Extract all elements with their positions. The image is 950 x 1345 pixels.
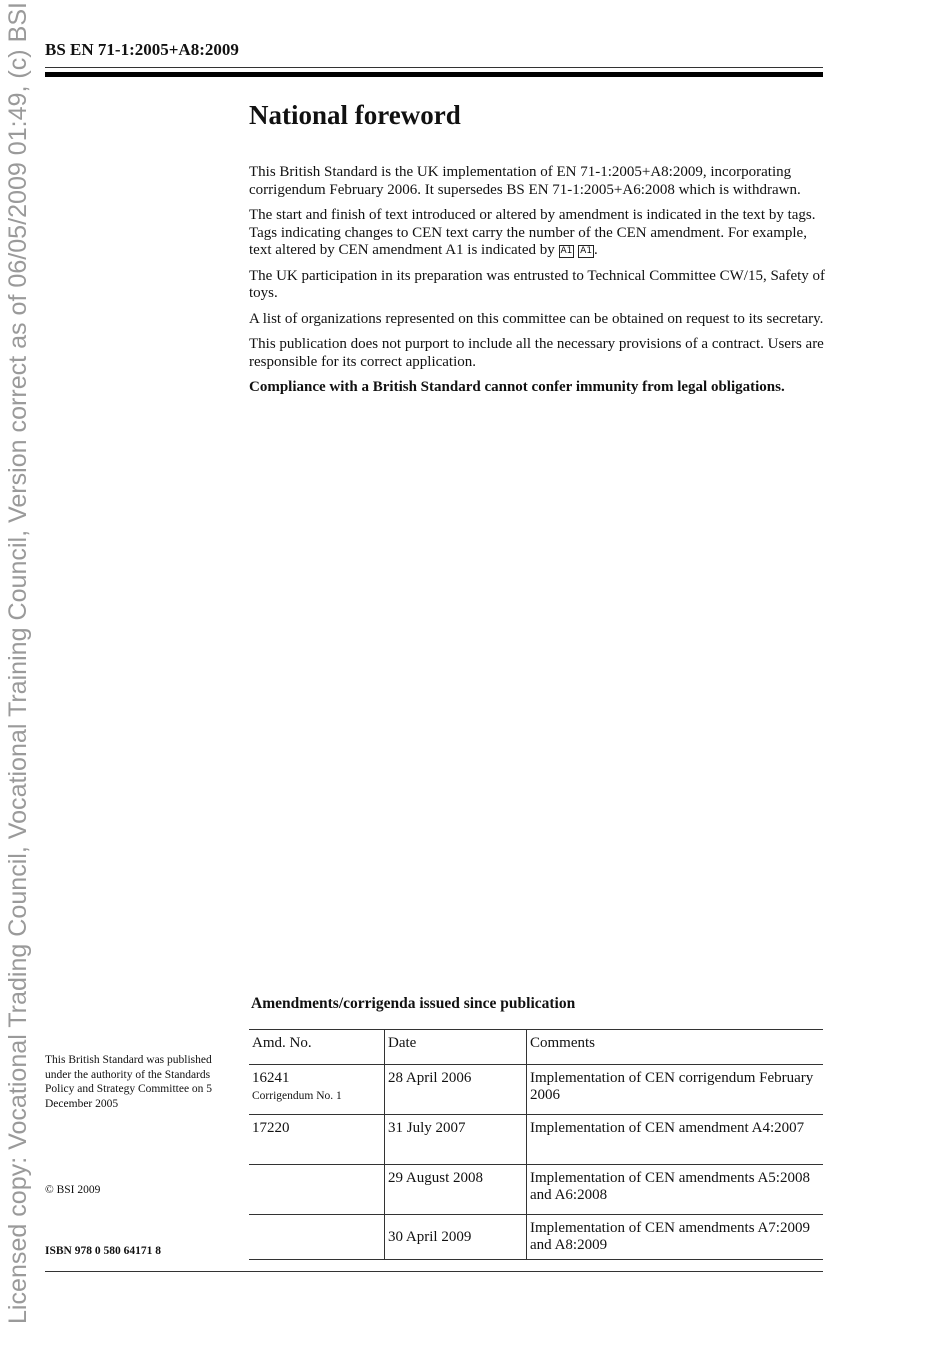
cell-comments: Implementation of CEN corrigendum February 2006 [527, 1065, 824, 1115]
paragraph-compliance: Compliance with a British Standard cannot confer immunity from legal obligations. [249, 379, 785, 395]
cell-date: 29 August 2008 [385, 1165, 527, 1215]
tag-close-icon: A1 [580, 246, 593, 256]
table-row [249, 1165, 823, 1215]
amendments-title: Amendments/corrigenda issued since publication [251, 995, 576, 1012]
paragraph-implementation: This British Standard is the UK implementation of EN 71-1:2005+A8:2009, incorporating corrigendum February 2006. It supersedes BS EN 71-1:2005+A6:2008 which is withdrawn. [249, 164, 801, 198]
isbn: ISBN 978 0 580 64171 8 [45, 1245, 161, 1257]
header-rule-thick [45, 72, 823, 77]
cell-comments: Implementation of CEN amendment A4:2007 [527, 1115, 824, 1165]
paragraph-tags: The start and finish of text introduced or altered by amendment is indicated in the text by tags. Tags indicating changes to CEN text carry the number of the CEN amendment. For example, text altered by CEN amendment A1 is indicated by A1 A1 . [249, 207, 816, 258]
authority-note: This British Standard was published under the authority of the Standards Policy and Strategy Committee on 5 December 2005 [45, 1054, 213, 1110]
table-header-row [249, 1030, 823, 1065]
header-rule-thin [45, 67, 823, 68]
paragraph-disclaimer: This publication does not purport to include all the necessary provisions of a contract. Users are responsible for its correct application. [249, 336, 824, 370]
cell-amd-no: 17220 [249, 1115, 385, 1165]
paragraph-committee: The UK participation in its preparation was entrusted to Technical Committee CW/15, Safety of toys. [249, 267, 826, 301]
foreword-body [249, 164, 827, 405]
document-code: BS EN 71-1:2005+A8:2009 [45, 40, 239, 59]
cell-amd-no [249, 1165, 385, 1215]
paragraph-tags-text: The start and finish of text introduced or altered by amendment is indicated in the text by tags. Tags indicating changes to CEN text carry the number of the CEN amendment. For example, text altered by CEN amendment A1 is indicated by [249, 207, 816, 258]
cell-date: 31 July 2007 [385, 1115, 527, 1165]
footer-rule [45, 1271, 823, 1272]
cell-comments: Implementation of CEN amendments A5:2008 and A6:2008 [527, 1165, 824, 1215]
paragraph-organizations: A list of organizations represented on this committee can be obtained on request to its secretary. [249, 310, 824, 327]
watermark-text: Licensed copy: Vocational Trading Council, Vocational Training Council, Version correct as of 06/05/2009 01:49, (c) BSI [4, 5, 32, 1324]
cell-amd-no [249, 1065, 385, 1115]
header-comments: Comments [527, 1030, 824, 1065]
cell-comments: Implementation of CEN amendments A7:2009 and A8:2009 [527, 1215, 824, 1260]
cell-date: 28 April 2006 [385, 1065, 527, 1115]
table-row [249, 1115, 823, 1165]
tag-open-icon: A1 [560, 246, 573, 256]
table-row [249, 1215, 823, 1260]
cell-date: 30 April 2009 [385, 1215, 527, 1260]
amendments-table [249, 1029, 823, 1260]
page-title: National foreword [249, 100, 461, 130]
header-amd-no: Amd. No. [249, 1030, 385, 1065]
copyright-note: © BSI 2009 [45, 1184, 101, 1196]
table-row [249, 1065, 823, 1115]
license-watermark [2, 0, 58, 1328]
amd-no-subtitle: Corrigendum No. 1 [252, 1090, 342, 1102]
cell-amd-no [249, 1215, 385, 1260]
header-date: Date [385, 1030, 527, 1065]
amd-no-value: 16241 [252, 1070, 290, 1086]
